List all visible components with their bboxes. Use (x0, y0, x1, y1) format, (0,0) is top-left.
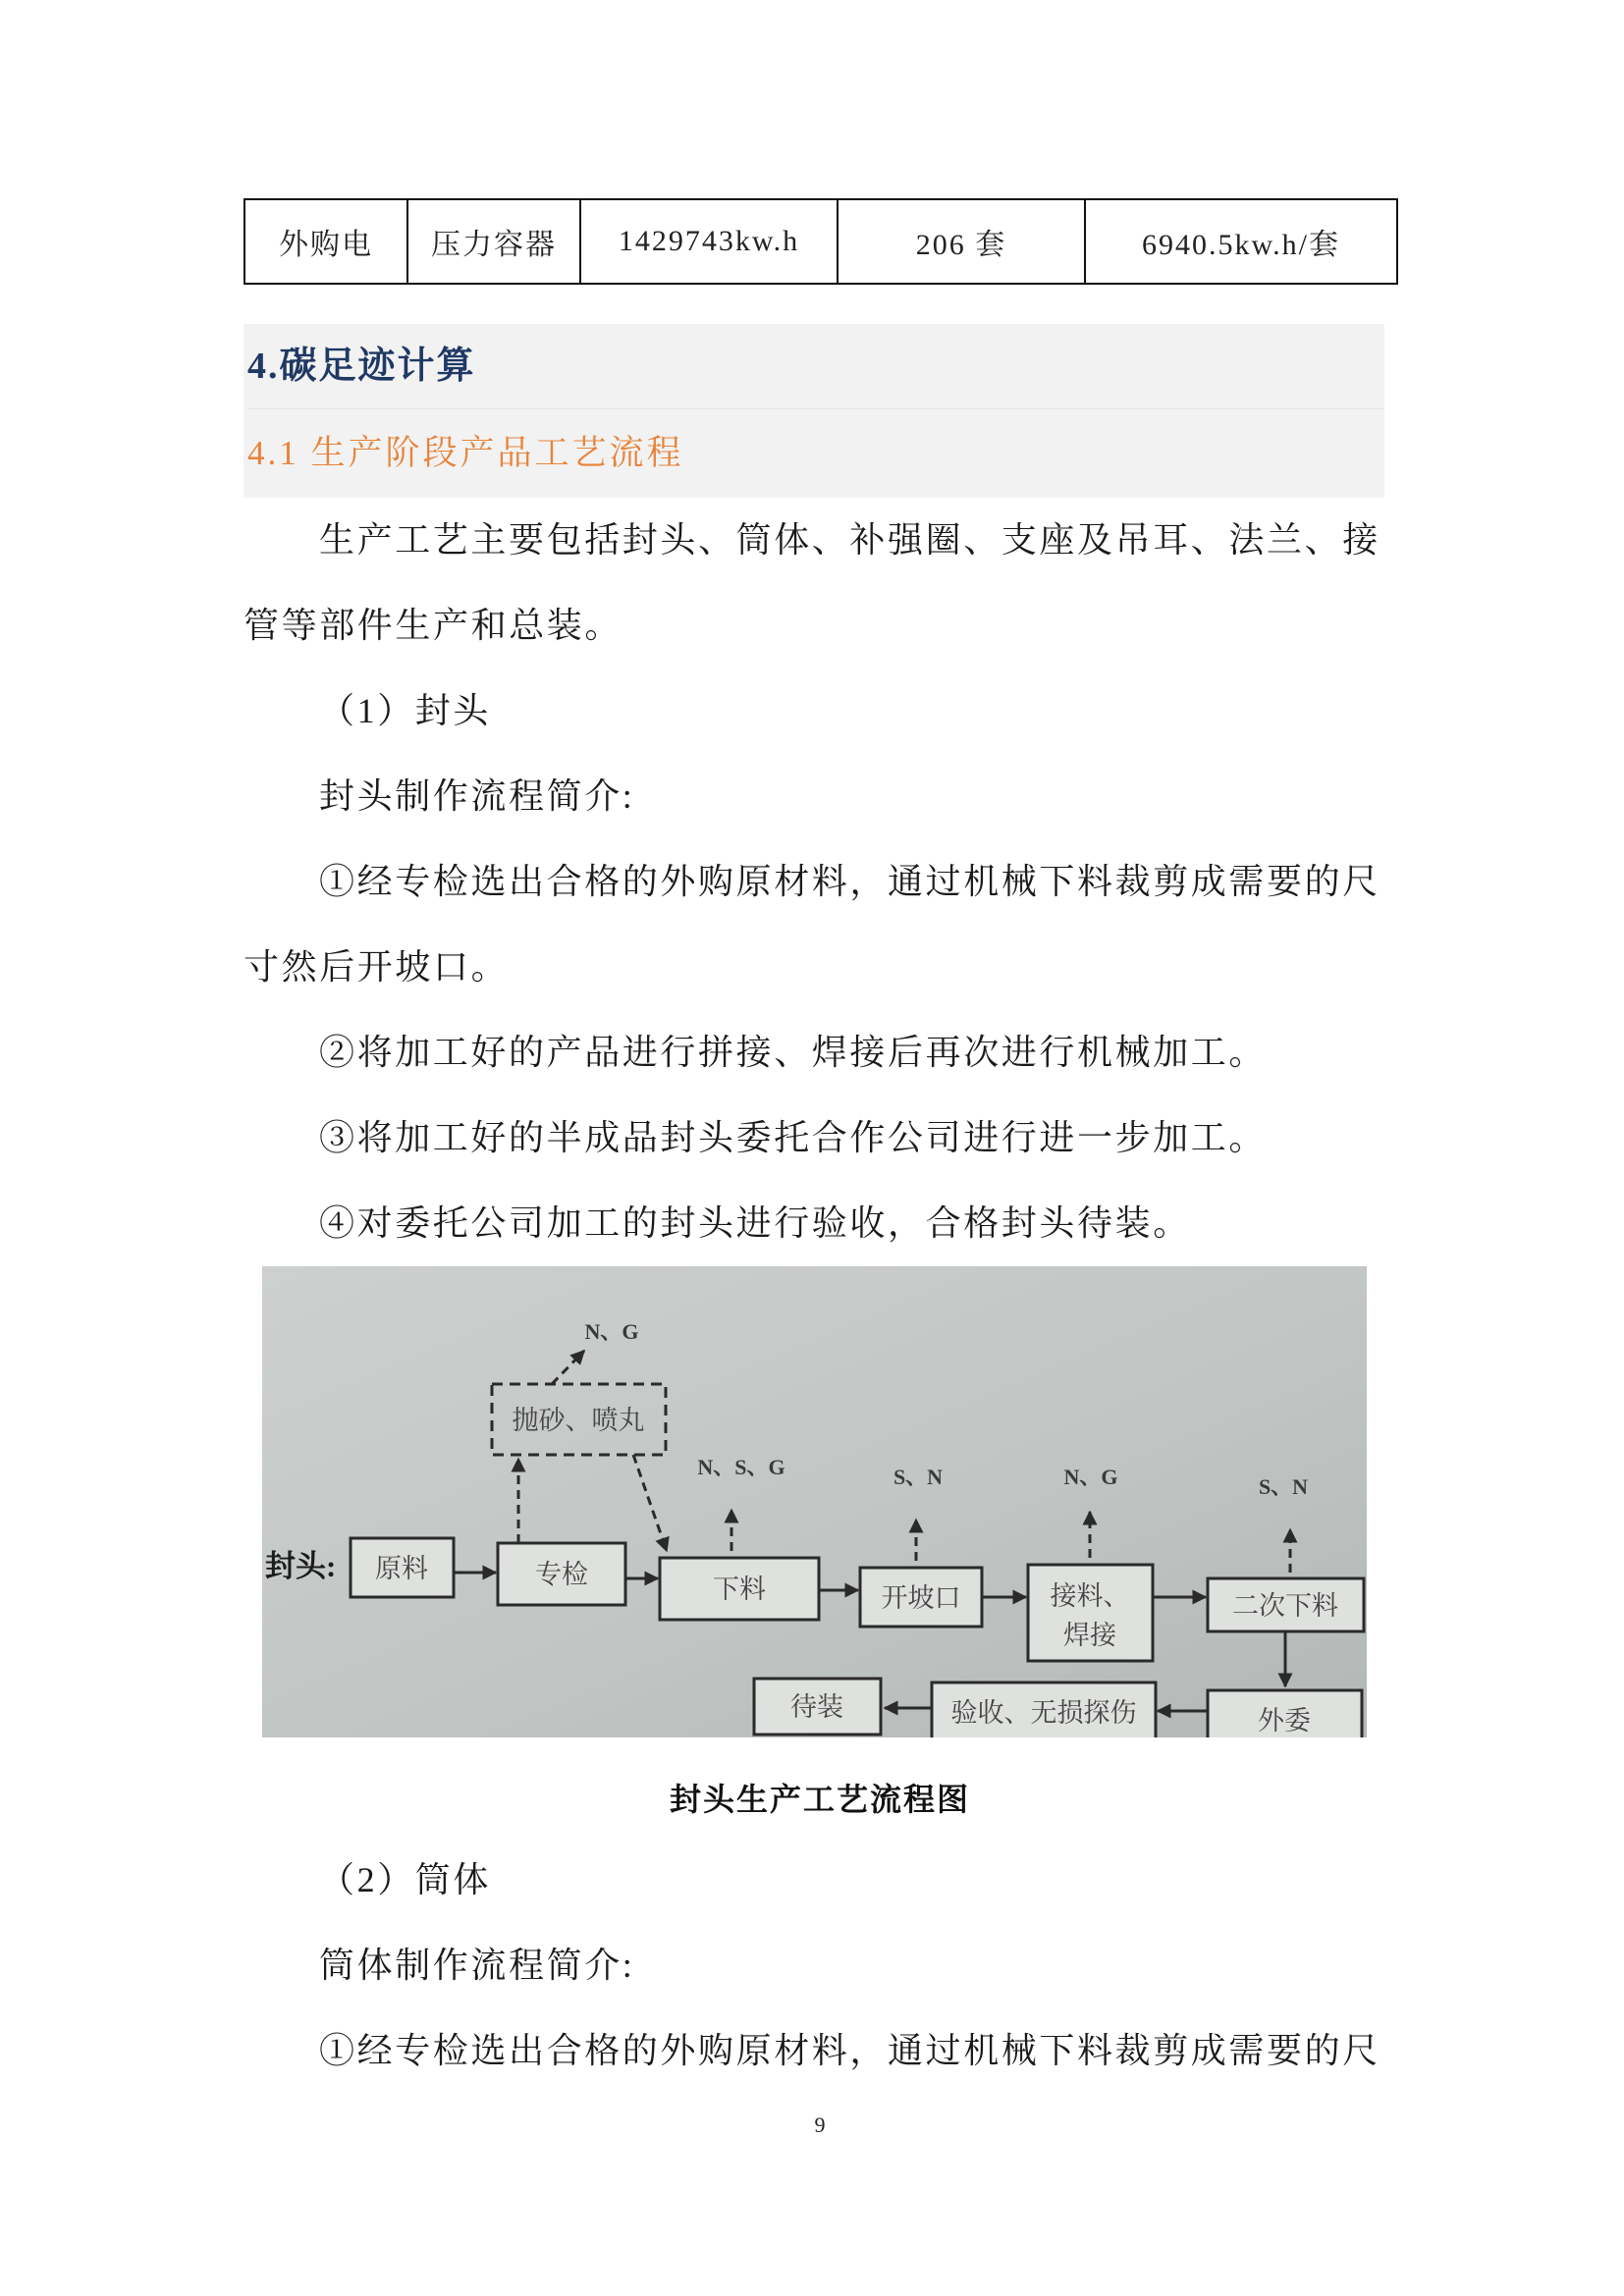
paragraph-step-3: ③将加工好的半成品封头委托合作公司进行进一步加工。 (319, 1118, 1268, 1157)
heading-block (244, 324, 1384, 498)
table-cell-output: 206 套 (838, 199, 1085, 284)
paragraph-heading-shell: （2）筒体 (319, 1860, 492, 1899)
table-cell-total-consumption: 1429743kw.h (580, 199, 838, 284)
emission-splice-label: N、G (1063, 1465, 1118, 1489)
body-text-before-figure (244, 498, 1388, 1266)
node-stock-label: 待装 (790, 1692, 843, 1722)
paragraph-step-1: ①经专检选出合格的外购原材料，通过机械下料裁剪成需要的尺寸然后开坡口。 (244, 862, 1380, 987)
paragraph-process-intro: 封头制作流程简介: (319, 776, 635, 816)
node-accept-label: 验收、无损探伤 (950, 1698, 1137, 1728)
paragraph-step-4: ④对委托公司加工的封头进行验收，合格封头待装。 (319, 1203, 1191, 1243)
figure-caption: 封头生产工艺流程图 (669, 1782, 970, 1817)
emission-blank-label: N、S、G (697, 1455, 785, 1479)
section-subheading: 4.1 生产阶段产品工艺流程 (247, 434, 684, 472)
paragraph-shell-step-1: ①经专检选出合格的外购原材料，通过机械下料裁剪成需要的尺 (319, 2031, 1380, 2070)
node-second-cut-label: 二次下料 (1232, 1591, 1338, 1621)
body-text-after-figure (244, 1838, 1388, 2094)
emission-bevel-label: S、N (893, 1465, 944, 1489)
emission-blast-label: N、G (584, 1319, 639, 1344)
node-inspect-label: 专检 (535, 1560, 588, 1589)
process-flow-diagram (262, 1266, 1367, 1737)
table-cell-unit-consumption: 6940.5kw.h/套 (1085, 199, 1397, 284)
node-outsource-label: 外委 (1258, 1706, 1311, 1735)
process-flow-figure (262, 1266, 1367, 1737)
table-cell-product: 压力容器 (407, 199, 580, 284)
table-row (244, 199, 1397, 284)
emission-second-cut-label: S、N (1258, 1474, 1309, 1499)
paragraph-step-2: ②将加工好的产品进行拼接、焊接后再次进行机械加工。 (319, 1033, 1268, 1072)
energy-table (244, 198, 1398, 285)
node-blank-label: 下料 (713, 1575, 766, 1604)
paragraph-heading-head: （1）封头 (319, 691, 492, 730)
page-number: 9 (814, 2112, 826, 2137)
paragraph-shell-process-intro: 筒体制作流程简介: (319, 1946, 635, 1985)
node-bevel-label: 开坡口 (881, 1583, 961, 1613)
section-heading: 4.碳足迹计算 (247, 324, 1384, 409)
diagram-side-label: 封头: (265, 1549, 337, 1583)
table-cell-energy-type: 外购电 (244, 199, 407, 284)
node-raw-label: 原料 (375, 1554, 428, 1583)
node-blast-label: 抛砂、喷丸 (512, 1406, 645, 1435)
node-splice-label-line2: 焊接 (1063, 1621, 1116, 1650)
photo-background (262, 1266, 1367, 1737)
node-splice-label-line1: 接料、 (1050, 1581, 1130, 1611)
paragraph-intro: 生产工艺主要包括封头、筒体、补强圈、支座及吊耳、法兰、接管等部件生产和总装。 (244, 520, 1380, 645)
